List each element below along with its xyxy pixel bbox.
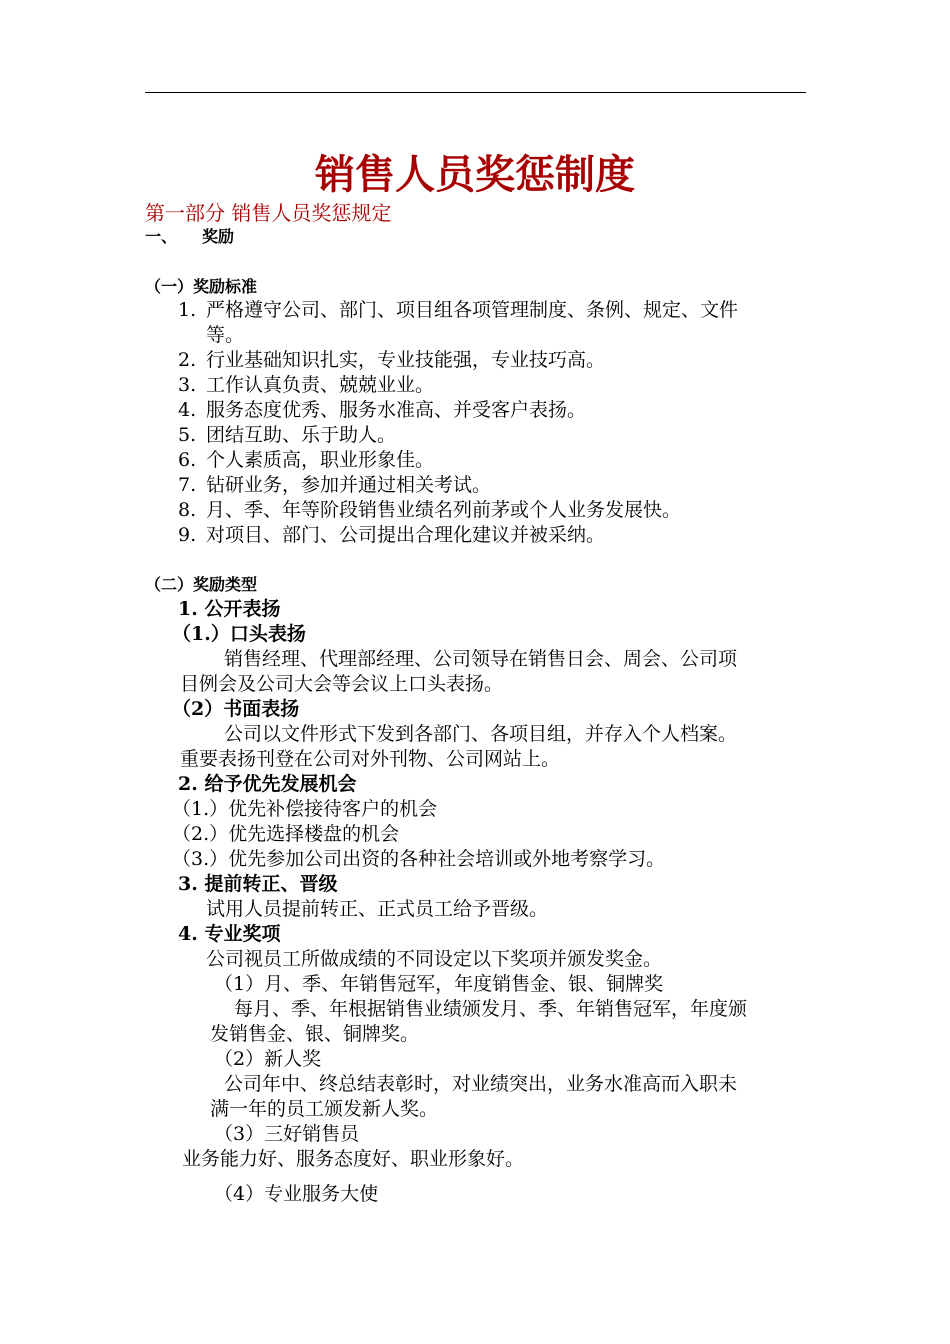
list-item-continuation: 等。 (206, 324, 245, 346)
standards-heading: （一）奖励标准 (145, 277, 258, 296)
type-1-sub2-heading: （2）书面表扬 (172, 698, 300, 720)
award-2-paragraph: 公司年中、终总结表彰时，对业绩突出，业务水准高而入职未 (224, 1073, 738, 1095)
list-item: 6. 个人素质高，职业形象佳。 (178, 449, 435, 471)
type-2-heading: 2. 给予优先发展机会 (178, 773, 357, 795)
list-item: 7. 钻研业务，参加并通过相关考试。 (178, 474, 492, 496)
award-1-paragraph: 发销售金、银、铜牌奖。 (210, 1023, 420, 1045)
section-one-number: 一、 (145, 227, 178, 246)
section-one-label: 奖励 (202, 227, 235, 246)
types-heading: （二）奖励类型 (145, 575, 258, 594)
award-3-title: （3）三好销售员 (214, 1123, 360, 1145)
type-1-sub1-paragraph: 目例会及公司大会等会议上口头表扬。 (180, 673, 504, 695)
type-4-heading: 4. 专业奖项 (178, 923, 281, 945)
type-1-sub2-paragraph: 重要表扬刊登在公司对外刊物、公司网站上。 (180, 748, 561, 770)
list-item: 2. 行业基础知识扎实，专业技能强，专业技巧高。 (178, 349, 606, 371)
type-2-item: （2.）优先选择楼盘的机会 (172, 823, 400, 845)
type-1-sub1-heading: （1.）口头表扬 (172, 623, 306, 645)
award-2-title: （2）新人奖 (214, 1048, 322, 1070)
document-title: 销售人员奖惩制度 (315, 152, 635, 198)
type-3-heading: 3. 提前转正、晋级 (178, 873, 338, 895)
award-1-title: （1）月、季、年销售冠军，年度销售金、银、铜牌奖 (214, 973, 664, 995)
award-1-paragraph: 每月、季、年根据销售业绩颁发月、季、年销售冠军，年度颁 (234, 998, 748, 1020)
list-item: 9. 对项目、部门、公司提出合理化建议并被采纳。 (178, 524, 606, 546)
part-heading: 第一部分 销售人员奖惩规定 (145, 201, 392, 225)
type-4-intro: 公司视员工所做成绩的不同设定以下奖项并颁发奖金。 (206, 948, 663, 970)
list-item: 4. 服务态度优秀、服务水准高、并受客户表扬。 (178, 399, 587, 421)
header-rule (145, 92, 806, 93)
type-1-sub1-paragraph: 销售经理、代理部经理、公司领导在销售日会、周会、公司项 (224, 648, 738, 670)
type-1-heading: 1. 公开表扬 (178, 598, 281, 620)
list-item: 3. 工作认真负责、兢兢业业。 (178, 374, 435, 396)
award-2-paragraph: 满一年的员工颁发新人奖。 (210, 1098, 439, 1120)
list-item: 5. 团结互助、乐于助人。 (178, 424, 397, 446)
type-2-item: （1.）优先补偿接待客户的机会 (172, 798, 438, 820)
type-3-text: 试用人员提前转正、正式员工给予晋级。 (206, 898, 549, 920)
list-item: 1. 严格遵守公司、部门、项目组各项管理制度、条例、规定、文件 (178, 299, 739, 321)
award-3-paragraph: 业务能力好、服务态度好、职业形象好。 (182, 1148, 525, 1170)
award-4-title: （4）专业服务大使 (214, 1183, 379, 1205)
list-item: 8. 月、季、年等阶段销售业绩名列前茅或个人业务发展快。 (178, 499, 682, 521)
type-1-sub2-paragraph: 公司以文件形式下发到各部门、各项目组，并存入个人档案。 (224, 723, 738, 745)
type-2-item: （3.）优先参加公司出资的各种社会培训或外地考察学习。 (172, 848, 666, 870)
